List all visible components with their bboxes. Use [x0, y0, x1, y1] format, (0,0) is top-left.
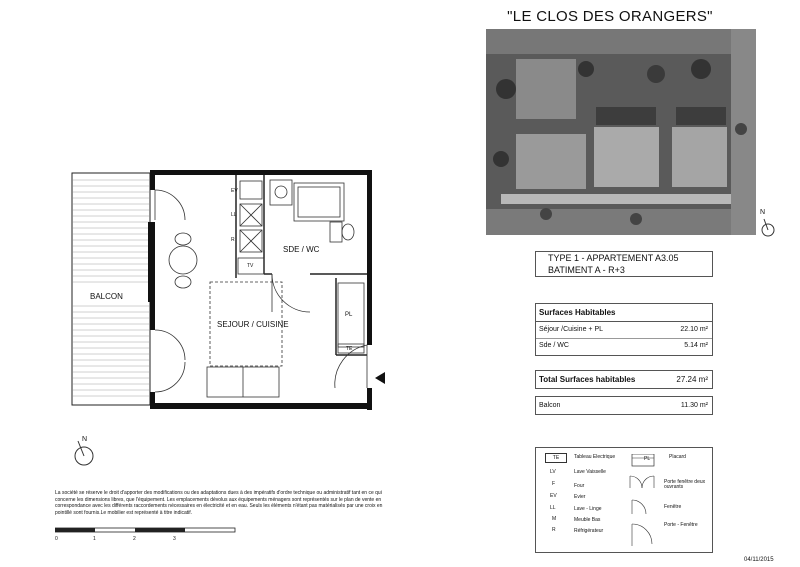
- doors: [155, 190, 367, 392]
- legend-code-te: TE: [545, 453, 567, 463]
- surface-row-value: 22.10 m²: [680, 326, 708, 333]
- apartment-building: BATIMENT A - R+3: [548, 265, 625, 275]
- scale-bar: [55, 526, 245, 536]
- surface-row-value: 5.14 m²: [684, 342, 708, 349]
- aerial-photo: [486, 29, 756, 235]
- apartment-info-box: [535, 251, 713, 277]
- legend-label: Four: [574, 483, 585, 489]
- room-label-balcon: BALCON: [90, 292, 123, 301]
- legend-code: R: [552, 527, 556, 533]
- scale-label: 2: [133, 536, 136, 542]
- aerial-photo-image: [486, 29, 756, 235]
- room-label-sejour: SEJOUR / CUISINE: [217, 320, 289, 329]
- code-label-r: R: [231, 237, 235, 243]
- legend-label: Porte - Fenêtre: [664, 522, 698, 528]
- balcony-surface-label: Balcon: [539, 402, 561, 409]
- dining-table: [169, 233, 197, 288]
- disclaimer: La société se réserve le droit d'apporter des modifications ou des adaptations dues à des impératifs d'ordre technique ou administratif tant en ce qui concerne les dimensions libres, que l'équipement. Les emplacements dévolus aux équipements ménagers sont représentés sur le plan de vente en correspondance avec les différents raccordements nécessaires en électricité et en eau. Seuls les éléments n'étant pas matérialisés par une croix en pointillé sont fournis.Le mobilier est représenté à titre indicatif.: [55, 490, 383, 516]
- document-date: 04/11/2015: [744, 557, 774, 563]
- legend-label: Réfrigérateur: [574, 528, 604, 534]
- kitchen-units: [238, 181, 264, 274]
- legend-code: M: [552, 516, 557, 522]
- legend-code: PL: [644, 456, 651, 462]
- closet-label-pl: PL: [345, 312, 353, 318]
- legend-code: LL: [550, 505, 556, 511]
- scale-label: 1: [93, 536, 96, 542]
- exterior-walls: [150, 170, 372, 410]
- project-title: "LE CLOS DES ORANGERS": [507, 8, 713, 25]
- surface-row-label: Sde / WC: [539, 342, 569, 349]
- total-surfaces-label: Total Surfaces habitables: [539, 375, 636, 384]
- code-label-ll: LL: [231, 212, 237, 218]
- surfaces-divider: [536, 338, 712, 339]
- legend-label: Placard: [669, 454, 686, 460]
- surfaces-box: [535, 303, 713, 356]
- plan-north-label: N: [82, 436, 88, 443]
- code-label-ev: EV: [231, 188, 238, 194]
- entrance-marker-icon: [375, 372, 385, 384]
- legend-label: Porte fenêtre deux ouvrants: [664, 479, 706, 490]
- surfaces-header: Surfaces Habitables: [539, 308, 616, 317]
- legend-label: Meuble Bas: [574, 517, 601, 523]
- aerial-north-label: N: [760, 209, 766, 216]
- total-surfaces-value: 27.24 m²: [676, 375, 708, 384]
- legend-code: LV: [550, 469, 556, 475]
- scale-label: 3: [173, 536, 176, 542]
- legend-symbols: [628, 454, 668, 550]
- balcony-area: [72, 173, 150, 405]
- legend-code: EV: [550, 493, 557, 499]
- legend-label: Evier: [574, 494, 586, 500]
- legend-code: F: [552, 481, 556, 487]
- surface-row-label: Séjour /Cuisine + PL: [539, 326, 604, 333]
- legend-label: Tableau Electrique: [574, 454, 616, 460]
- apartment-type: TYPE 1 - APPARTEMENT A3.05: [548, 253, 679, 263]
- bathroom-fixtures: [270, 180, 354, 242]
- legend-label: Lave Vaisselle: [574, 469, 606, 475]
- room-label-sde: SDE / WC: [283, 245, 320, 254]
- legend-label: Lave - Linge: [574, 506, 602, 512]
- tv-label: TV: [247, 263, 254, 269]
- panel-label-te: TE: [346, 346, 353, 352]
- surfaces-divider: [536, 321, 712, 322]
- legend-box: [535, 447, 713, 553]
- balcony-surface-box: [535, 396, 713, 415]
- closet-pl: [338, 283, 364, 353]
- living-furniture: [207, 282, 282, 397]
- balcony-surface-value: 11.30 m²: [680, 402, 708, 409]
- floor-plan: [0, 0, 400, 430]
- legend-label: Fenêtre: [664, 504, 682, 510]
- window-marker: [148, 222, 155, 302]
- total-surfaces-box: [535, 370, 713, 389]
- scale-label: 0: [55, 536, 58, 542]
